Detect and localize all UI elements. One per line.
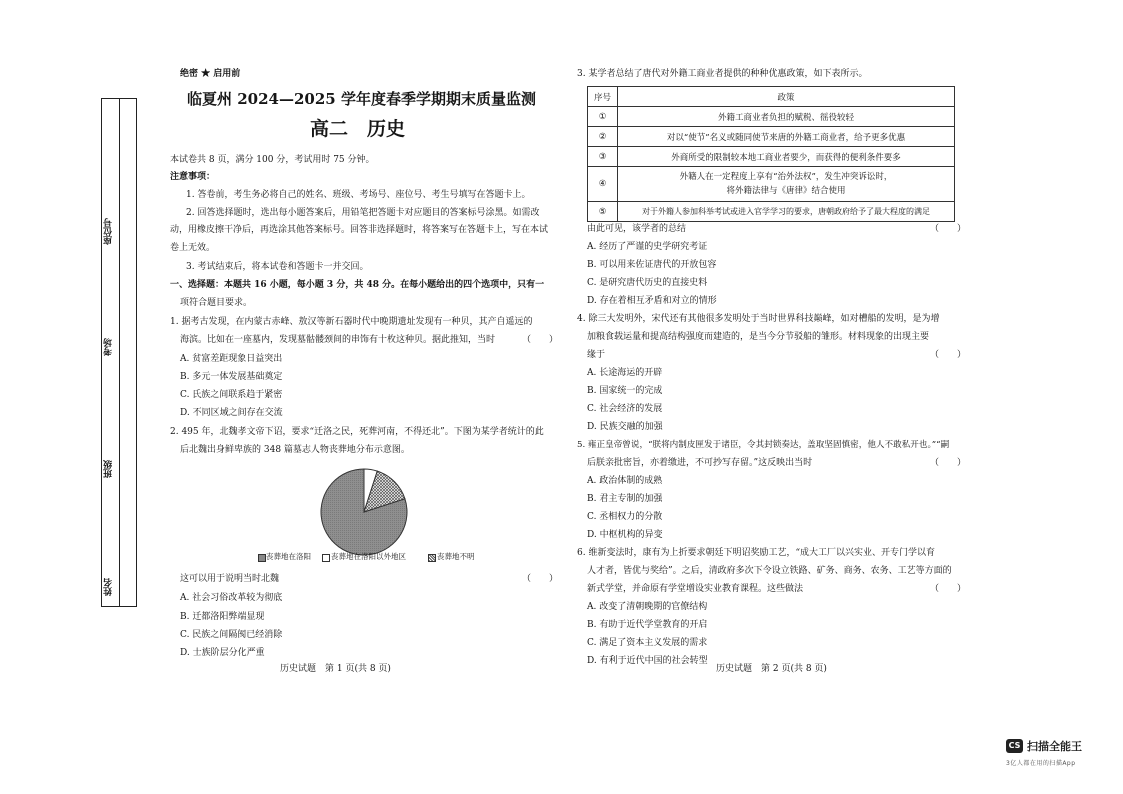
table-row (588, 167, 955, 202)
q4-stem-1: 4. 除三大发明外，宋代还有其他很多发明处于当时世界科技巅峰，如对槽船的发明，是为增 (577, 314, 940, 324)
q6-option-a: A. 改变了清朝晚期的官僚结构 (587, 602, 708, 612)
row-policy: 外商所受的限制较本地工商业者要少，而获得的便利条件要多 (618, 147, 955, 167)
q5-option-d: D. 中枢机构的异变 (587, 530, 663, 540)
q6-option-d: D. 有利于近代中国的社会转型 (587, 656, 708, 666)
row-policy-line-2: 将外籍法律与《唐律》结合使用 (726, 186, 846, 196)
q6-stem-3: 新式学堂，并命原有学堂增设实业教育课程。这些做法 (587, 584, 804, 594)
table-header-row (588, 87, 955, 107)
q1-option-a: A. 贫富差距现象日益突出 (180, 354, 283, 364)
row-policy: 对以“使节”名义或随同使节来唐的外籍工商业者，给予更多优惠 (618, 127, 955, 147)
table-header-no: 序号 (588, 87, 618, 107)
section-heading-cont: 项符合题目要求。 (180, 298, 253, 308)
camscanner-name: 扫描全能王 (1027, 740, 1082, 753)
strip-field-seat: 座位号 (104, 218, 114, 245)
row-no: ② (588, 127, 618, 147)
q2-stem-2: 后北魏出身鲜卑族的 348 篇墓志人物丧葬地分布示意图。 (180, 445, 410, 455)
notice-2-end: 卷上无效。 (170, 243, 216, 253)
q6-stem-1: 6. 维新变法时，康有为上折要求朝廷下明诏奖励工艺，“成大工厂以兴实业、开专门学以育 (577, 548, 936, 558)
strip-field-room: 考场 (104, 338, 114, 356)
notice-2: 2. 回答选择题时，选出每小题答案后，用铅笔把答题卡对应题目的答案标号涂黑。如需改 (186, 208, 540, 218)
q6-answer-paren: （ ） (930, 584, 967, 594)
notice-3: 3. 考试结束后，将本试卷和答题卡一并交回。 (186, 262, 369, 272)
row-no: ① (588, 107, 618, 127)
legend-unknown: 丧葬地不明 (437, 552, 475, 561)
notice-2-cont: 动，用橡皮擦干净后，再选涂其他答案标号。回答非选择题时，将答案写在答题卡上，写在本试 (170, 225, 549, 235)
table-row (588, 107, 955, 127)
q4-option-d: D. 民族交融的加强 (587, 422, 663, 432)
q4-stem-3: 缘于 (587, 350, 606, 360)
footer-page-1: 历史试题 第 1 页(共 8 页) (280, 664, 391, 674)
q2-option-d: D. 士族阶层分化严重 (180, 648, 265, 658)
q1-stem-2: 海滨。比如在一座墓内，发现墓骷髅颈间的串饰有十枚这种贝。据此推知，当时 (180, 335, 496, 345)
row-policy-line-1: 外籍人在一定程度上享有“治外法权”，发生冲突诉讼时， (679, 172, 893, 182)
q3-option-c: C. 是研究唐代历史的直接史料 (587, 278, 708, 288)
footer-page-2: 历史试题 第 2 页(共 8 页) (716, 664, 827, 674)
row-no: ③ (588, 147, 618, 167)
q5-option-a: A. 政治体制的成熟 (587, 476, 663, 486)
q2-stem-1: 2. 495 年，北魏孝文帝下诏，要求“迁洛之民，死葬河南，不得还北”。下图为某学者统计的此 (170, 427, 544, 437)
q5-stem-2: 后朕亲批密旨，亦着缴进，不可抄写存留。”这反映出当时 (587, 458, 813, 468)
legend-luoyang: 丧葬地在洛阳 (266, 552, 311, 561)
legend-swatch-unknown (428, 554, 436, 562)
table-row (588, 202, 955, 222)
q2-answer-paren: （ ） (522, 574, 559, 584)
q2-option-a: A. 社会习俗改革较为彻底 (180, 593, 283, 603)
subject-title: 高二 历史 (310, 118, 406, 140)
legend-outside: 丧葬地在洛阳以外地区 (331, 552, 406, 561)
q1-option-d: D. 不同区域之间存在交流 (180, 408, 283, 418)
row-policy: 外籍工商业者负担的赋税、徭役较轻 (618, 107, 955, 127)
policy-table (587, 86, 955, 222)
notice-1: 1. 答卷前，考生务必将自己的姓名、班级、考场号、座位号、考生号填写在答题卡上。 (186, 190, 531, 200)
row-no: ⑤ (588, 202, 618, 222)
row-no: ④ (588, 167, 618, 202)
q5-stem-1: 5. 雍正皇帝曾说，“朕将内制皮匣发于诸臣，令其封锁奏达，盖取坚固慎密，他人不敢私开也。”“嗣 (577, 440, 950, 450)
q4-option-a: A. 长途海运的开辟 (587, 368, 663, 378)
camscanner-logo-icon: CS (1006, 739, 1023, 753)
q2-prompt: 这可以用于说明当时北魏 (180, 574, 280, 584)
q3-option-b: B. 可以用来佐证唐代的开放包容 (587, 260, 717, 270)
q6-option-c: C. 满足了资本主义发展的需求 (587, 638, 708, 648)
table-row (588, 127, 955, 147)
q4-option-b: B. 国家统一的完成 (587, 386, 663, 396)
strip-field-name: 姓名 (104, 578, 114, 596)
exam-title: 临夏州 2024—2025 学年度春季学期期末质量监测 (187, 90, 536, 108)
q5-answer-paren: （ ） (930, 458, 967, 468)
q6-option-b: B. 有助于近代学堂教育的开启 (587, 620, 708, 630)
section-heading: 一、选择题：本题共 16 小题，每小题 3 分，共 48 分。在每小题给出的四个选项中，只有一 (170, 280, 545, 290)
legend-swatch-outside (322, 554, 330, 562)
q4-option-c: C. 社会经济的发展 (587, 404, 663, 414)
q1-answer-paren: （ ） (522, 335, 559, 345)
secret-label: 绝密 ★ 启用前 (180, 69, 241, 79)
q5-option-c: C. 丞相权力的分散 (587, 512, 663, 522)
q2-option-c: C. 民族之间隔阂已经消除 (180, 630, 283, 640)
table-header-policy: 政策 (618, 87, 955, 107)
notice-title: 注意事项： (170, 172, 216, 182)
q3-option-d: D. 存在着相互矛盾和对立的情形 (587, 296, 717, 306)
q1-option-b: B. 多元一体发展基础奠定 (180, 372, 283, 382)
q3-option-a: A. 经历了严谨的史学研究考证 (587, 242, 708, 252)
row-policy: 对于外籍人参加科举考试或进入官学学习的要求，唐朝政府给予了最大程度的满足 (618, 202, 955, 222)
q3-prompt: 由此可见，该学者的总结 (587, 224, 687, 234)
legend-swatch-luoyang (258, 554, 266, 562)
strip-field-class: 班级 (104, 460, 114, 478)
q3-answer-paren: （ ） (930, 224, 967, 234)
q4-answer-paren: （ ） (930, 350, 967, 360)
table-row (588, 147, 955, 167)
strip-divider (119, 98, 120, 607)
q1-option-c: C. 氏族之间联系趋于紧密 (180, 390, 283, 400)
intro-line: 本试卷共 8 页，满分 100 分，考试用时 75 分钟。 (170, 155, 375, 165)
q3-stem: 3. 某学者总结了唐代对外籍工商业者提供的种种优惠政策，如下表所示。 (577, 69, 868, 79)
q4-stem-2: 加粮食载运量和提高结构强度而建造的，是当今分节驳船的雏形。材料现象的出现主要 (587, 332, 930, 342)
row-policy (618, 167, 955, 202)
q5-option-b: B. 君主专制的加强 (587, 494, 663, 504)
q2-option-b: B. 迁都洛阳弊端显现 (180, 612, 265, 622)
q6-stem-2: 人才者，皆优与奖给”。之后，清政府多次下令设立铁路、矿务、商务、农务、工艺等方面的 (587, 566, 952, 576)
burial-pie-chart (318, 466, 410, 558)
q1-stem-1: 1. 据考古发现，在内蒙古赤峰、敖汉等新石器时代中晚期遗址发现有一种贝，其产自遥远的 (170, 317, 533, 327)
camscanner-tagline: 3亿人都在用的扫描App (1006, 760, 1076, 767)
